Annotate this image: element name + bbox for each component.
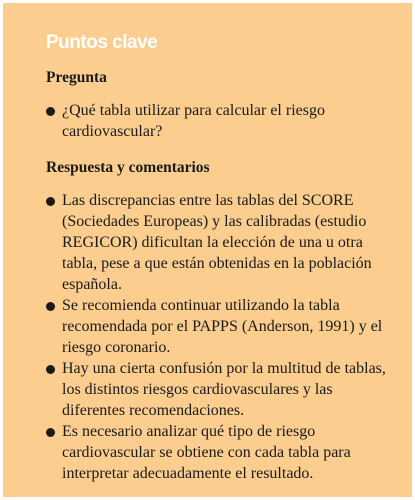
box-title: Puntos clave (46, 32, 158, 53)
question-list (46, 100, 396, 142)
answer-item (46, 295, 391, 358)
bullet-icon (46, 365, 55, 374)
key-points-box (3, 3, 412, 497)
answer-item-text: Hay una cierta confusión por la multitud de tablas, los distintos riesgos cardiovasculares y las diferentes recomendaciones. (62, 360, 386, 419)
answer-item-text: Es necesario analizar qué tipo de riesgo cardiovascular se obtiene con cada tabla para interpretar adecuadamente el resultado. (62, 423, 351, 482)
question-item (46, 100, 396, 142)
answer-item-text: Las discrepancias entre las tablas del SCORE (Sociedades Europeas) y las calibradas (estudio REGICOR) dificultan la elección de una u otra tabla, pese a que están obtenidas en la población española. (62, 192, 372, 293)
answer-heading: Respuesta y comentarios (46, 159, 210, 176)
bullet-icon (46, 428, 55, 437)
answer-item (46, 358, 391, 421)
answer-item-text: Se recomienda continuar utilizando la tabla recomendada por el PAPPS (Anderson, 1991) y el riesgo coronario. (62, 297, 383, 356)
question-item-text: ¿Qué tabla utilizar para calcular el riesgo cardiovascular? (62, 102, 325, 140)
answer-item (46, 421, 391, 484)
bullet-icon (46, 197, 55, 206)
answer-list (46, 190, 396, 484)
question-heading: Pregunta (46, 69, 107, 86)
answer-item (46, 190, 391, 295)
bullet-icon (46, 107, 55, 116)
bullet-icon (46, 302, 55, 311)
